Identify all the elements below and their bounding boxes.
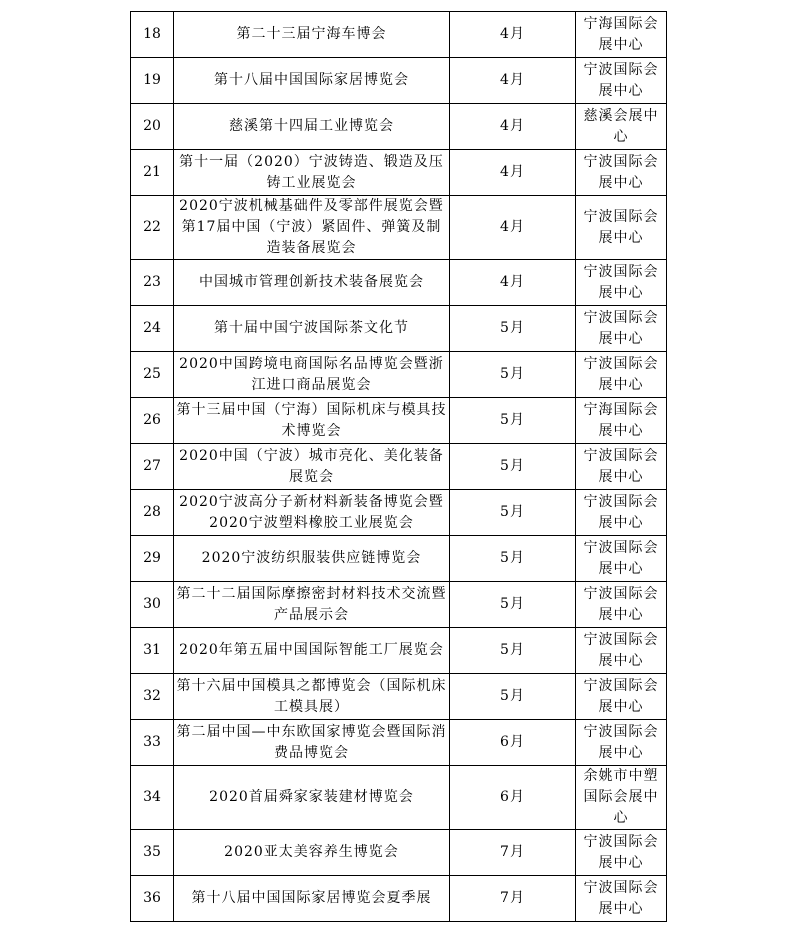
table-row (131, 58, 667, 104)
month-cell: 7月 (450, 830, 576, 876)
venue-cell: 慈溪会展中心 (576, 104, 667, 150)
row-number-cell: 22 (131, 196, 174, 260)
table-row (131, 352, 667, 398)
venue-cell: 宁波国际会展中心 (576, 876, 667, 922)
venue-cell: 余姚市中塑国际会展中心 (576, 766, 667, 830)
table-row (131, 12, 667, 58)
exhibition-name-cell: 第十八届中国国际家居博览会夏季展 (174, 876, 450, 922)
exhibition-name-cell: 2020年第五届中国国际智能工厂展览会 (174, 628, 450, 674)
table-row (131, 582, 667, 628)
month-cell: 4月 (450, 104, 576, 150)
table-row (131, 766, 667, 830)
row-number-cell: 32 (131, 674, 174, 720)
exhibition-name-cell: 2020中国（宁波）城市亮化、美化装备展览会 (174, 444, 450, 490)
exhibition-name-cell: 第二届中国—中东欧国家博览会暨国际消费品博览会 (174, 720, 450, 766)
month-cell: 5月 (450, 306, 576, 352)
month-cell: 5月 (450, 628, 576, 674)
month-cell: 4月 (450, 260, 576, 306)
venue-cell: 宁波国际会展中心 (576, 674, 667, 720)
venue-cell: 宁波国际会展中心 (576, 830, 667, 876)
month-cell: 4月 (450, 150, 576, 196)
exhibition-name-cell: 2020宁波机械基础件及零部件展览会暨第17届中国（宁波）紧固件、弹簧及制造装备展览会 (174, 196, 450, 260)
exhibition-name-cell: 中国城市管理创新技术装备展览会 (174, 260, 450, 306)
month-cell: 5月 (450, 490, 576, 536)
row-number-cell: 27 (131, 444, 174, 490)
venue-cell: 宁海国际会展中心 (576, 12, 667, 58)
row-number-cell: 19 (131, 58, 174, 104)
table-row (131, 628, 667, 674)
exhibition-name-cell: 2020宁波纺织服装供应链博览会 (174, 536, 450, 582)
row-number-cell: 24 (131, 306, 174, 352)
row-number-cell: 18 (131, 12, 174, 58)
month-cell: 4月 (450, 196, 576, 260)
table-row (131, 720, 667, 766)
row-number-cell: 21 (131, 150, 174, 196)
row-number-cell: 29 (131, 536, 174, 582)
month-cell: 6月 (450, 766, 576, 830)
table-row (131, 306, 667, 352)
month-cell: 5月 (450, 582, 576, 628)
table-row (131, 196, 667, 260)
exhibition-name-cell: 第十一届（2020）宁波铸造、锻造及压铸工业展览会 (174, 150, 450, 196)
row-number-cell: 20 (131, 104, 174, 150)
venue-cell: 宁波国际会展中心 (576, 720, 667, 766)
month-cell: 5月 (450, 674, 576, 720)
venue-cell: 宁波国际会展中心 (576, 628, 667, 674)
exhibition-name-cell: 第十六届中国模具之都博览会（国际机床工模具展） (174, 674, 450, 720)
venue-cell: 宁波国际会展中心 (576, 352, 667, 398)
exhibition-name-cell: 2020中国跨境电商国际名品博览会暨浙江进口商品展览会 (174, 352, 450, 398)
month-cell: 5月 (450, 352, 576, 398)
exhibition-name-cell: 第十届中国宁波国际茶文化节 (174, 306, 450, 352)
month-cell: 6月 (450, 720, 576, 766)
exhibition-name-cell: 慈溪第十四届工业博览会 (174, 104, 450, 150)
venue-cell: 宁波国际会展中心 (576, 306, 667, 352)
exhibition-table-body (131, 12, 667, 922)
venue-cell: 宁海国际会展中心 (576, 398, 667, 444)
row-number-cell: 30 (131, 582, 174, 628)
month-cell: 4月 (450, 12, 576, 58)
row-number-cell: 26 (131, 398, 174, 444)
row-number-cell: 34 (131, 766, 174, 830)
table-row (131, 674, 667, 720)
venue-cell: 宁波国际会展中心 (576, 582, 667, 628)
table-row (131, 260, 667, 306)
table-row (131, 830, 667, 876)
venue-cell: 宁波国际会展中心 (576, 444, 667, 490)
exhibition-name-cell: 第二十三届宁海车博会 (174, 12, 450, 58)
row-number-cell: 35 (131, 830, 174, 876)
month-cell: 5月 (450, 444, 576, 490)
row-number-cell: 33 (131, 720, 174, 766)
exhibition-name-cell: 第二十二届国际摩擦密封材料技术交流暨产品展示会 (174, 582, 450, 628)
venue-cell: 宁波国际会展中心 (576, 260, 667, 306)
venue-cell: 宁波国际会展中心 (576, 490, 667, 536)
table-row (131, 876, 667, 922)
venue-cell: 宁波国际会展中心 (576, 150, 667, 196)
row-number-cell: 36 (131, 876, 174, 922)
row-number-cell: 28 (131, 490, 174, 536)
month-cell: 5月 (450, 398, 576, 444)
venue-cell: 宁波国际会展中心 (576, 536, 667, 582)
month-cell: 4月 (450, 58, 576, 104)
exhibition-table (130, 11, 667, 922)
month-cell: 7月 (450, 876, 576, 922)
row-number-cell: 31 (131, 628, 174, 674)
table-row (131, 398, 667, 444)
table-row (131, 536, 667, 582)
exhibition-name-cell: 2020亚太美容养生博览会 (174, 830, 450, 876)
exhibition-name-cell: 2020首届舜家家装建材博览会 (174, 766, 450, 830)
exhibition-name-cell: 2020宁波高分子新材料新装备博览会暨2020宁波塑料橡胶工业展览会 (174, 490, 450, 536)
month-cell: 5月 (450, 536, 576, 582)
table-row (131, 490, 667, 536)
table-row (131, 444, 667, 490)
exhibition-name-cell: 第十八届中国国际家居博览会 (174, 58, 450, 104)
table-row (131, 150, 667, 196)
venue-cell: 宁波国际会展中心 (576, 196, 667, 260)
row-number-cell: 25 (131, 352, 174, 398)
table-row (131, 104, 667, 150)
row-number-cell: 23 (131, 260, 174, 306)
venue-cell: 宁波国际会展中心 (576, 58, 667, 104)
exhibition-name-cell: 第十三届中国（宁海）国际机床与模具技术博览会 (174, 398, 450, 444)
